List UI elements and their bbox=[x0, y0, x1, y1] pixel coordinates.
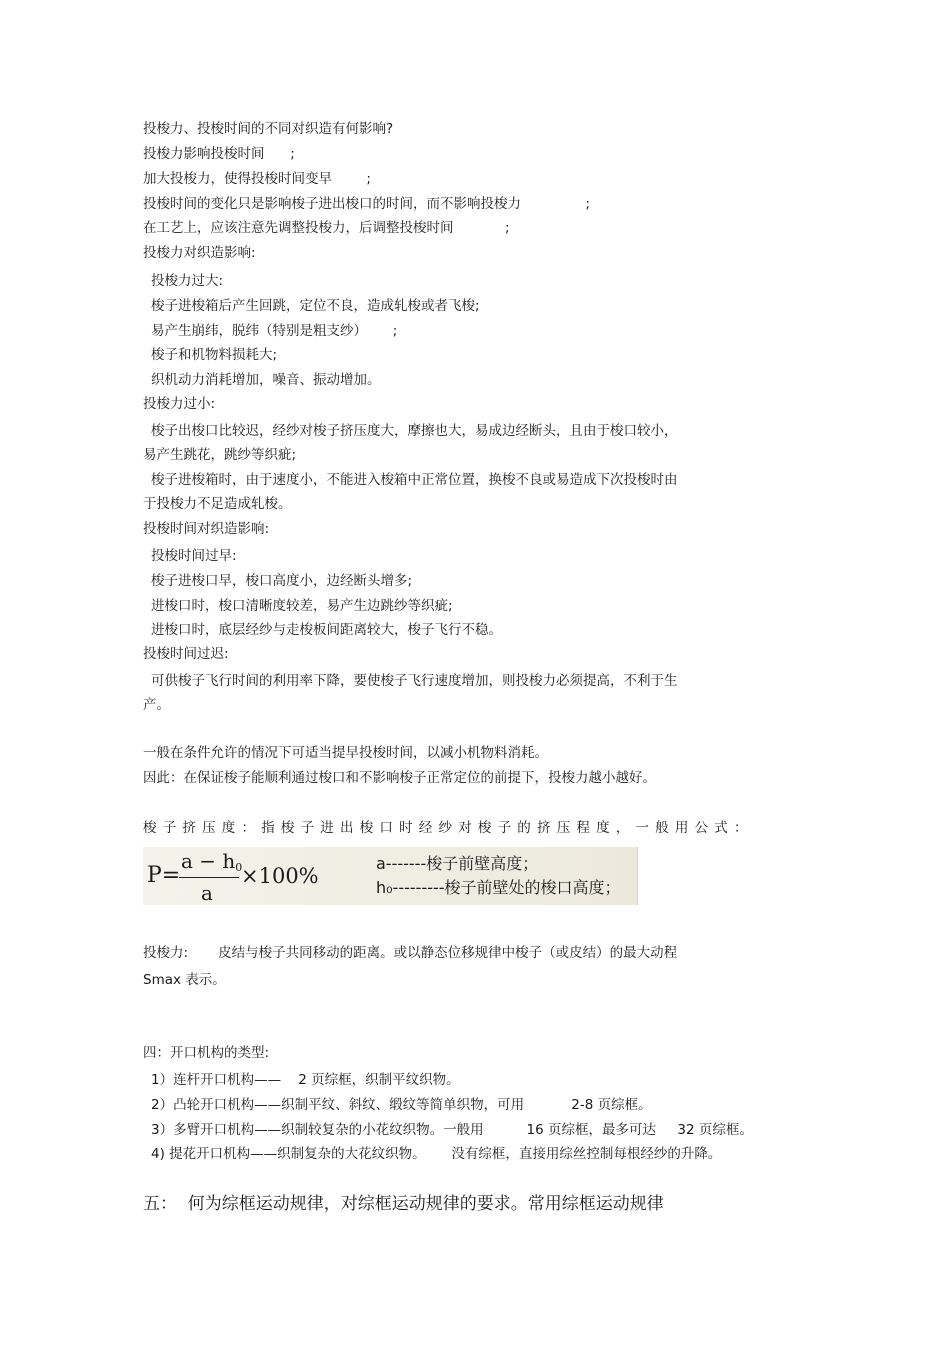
text-line: 一般在条件允许的情况下可适当提早投梭时间，以减小机物料消耗。 bbox=[143, 745, 548, 761]
text-line: 进梭口时，底层经纱与走梭板间距离较大，梭子飞行不稳。 bbox=[151, 622, 502, 638]
formula-numerator bbox=[181, 849, 242, 874]
formula-def-h: h₀---------梭子前壁处的梭口高度； bbox=[376, 878, 621, 897]
formula-def-a: a-------梭子前壁高度； bbox=[376, 854, 539, 873]
text-line: 织机动力消耗增加，噪音、振动增加。 bbox=[151, 372, 381, 388]
section-five-heading: 五： 何为综框运动规律，对综框运动规律的要求。常用综框运动规律 bbox=[143, 1194, 664, 1214]
text-line: 因此：在保证梭子能顺利通过梭口和不影响梭子正常定位的前提下，投梭力越小越好。 bbox=[143, 770, 656, 786]
text-line: 投梭力过大: bbox=[151, 273, 224, 289]
text-line: 投梭时间过迟: bbox=[143, 646, 229, 662]
text-line: 梭子出梭口比较迟，经纱对梭子挤压度大，摩擦也大，易成边经断头，且由于梭口较小， bbox=[151, 423, 678, 439]
text-line: 梭子进梭口早，梭口高度小，边经断头增多; bbox=[151, 573, 413, 589]
formula-subscript: 0 bbox=[235, 861, 243, 874]
squeeze-definition-line: 梭子挤压度：指梭子进出梭口时经纱对梭子的挤压程度，一般用公式： bbox=[143, 820, 754, 836]
text-line: 投梭力过小: bbox=[143, 396, 216, 412]
text-line: 投梭力: 皮结与梭子共同移动的距离。或以静态位移规律中梭子（或皮结）的最大动程 bbox=[143, 945, 678, 961]
formula-numerator-minus-h: − h bbox=[192, 849, 236, 873]
text-line: 易产生崩纬，脱纬（特别是粗支纱） ; bbox=[151, 323, 398, 339]
fraction-bar bbox=[179, 877, 239, 878]
text-line: 投梭力影响投梭时间 ; bbox=[143, 146, 295, 162]
text-line: 投梭时间的变化只是影响梭子进出梭口的时间，而不影响投梭力 ; bbox=[143, 196, 590, 212]
text-line: 2）凸轮开口机构——织制平纹、斜纹、缎纹等简单织物，可用 2-8 页综框。 bbox=[151, 1097, 652, 1113]
text-line: 加大投梭力，使得投梭时间变早 ; bbox=[143, 171, 371, 187]
text-line: 于投梭力不足造成轧梭。 bbox=[143, 496, 292, 512]
formula-multiplier: ×100% bbox=[241, 864, 319, 888]
text-line: Smax 表示。 bbox=[143, 972, 226, 988]
text-line: 进梭口时，梭口清晰度较差，易产生边跳纱等织疵; bbox=[151, 598, 453, 614]
text-line: 1）连杆开口机构—— 2 页综框，织制平纹织物。 bbox=[151, 1072, 460, 1088]
text-line: 投梭时间过早: bbox=[151, 548, 237, 564]
text-line: 梭子进梭箱后产生回跳，定位不良，造成轧梭或者飞梭; bbox=[151, 298, 480, 314]
formula-numerator-a: a bbox=[181, 849, 193, 873]
formula-image bbox=[143, 847, 638, 905]
text-line: 产。 bbox=[143, 697, 170, 713]
text-line: 3）多臂开口机构——织制较复杂的小花纹织物。一般用 16 页综框，最多可达 32 页综框。 bbox=[151, 1122, 753, 1138]
text-line: 4) 提花开口机构——织制复杂的大花纹织物。 没有综框，直接用综丝控制每根经纱的升降。 bbox=[151, 1146, 722, 1162]
text-line: 投梭力、投梭时间的不同对织造有何影响? bbox=[143, 121, 394, 137]
text-line: 在工艺上，应该注意先调整投梭力，后调整投梭时间 ; bbox=[143, 220, 510, 236]
text-line: 投梭时间对织造影响: bbox=[143, 521, 270, 537]
text-line: 可供梭子飞行时间的利用率下降，要使梭子飞行速度增加，则投梭力必须提高，不利于生 bbox=[151, 673, 678, 689]
formula-p: P= bbox=[147, 863, 181, 888]
text-line: 梭子和机物料损耗大; bbox=[151, 347, 278, 363]
text-line: 梭子进梭箱时，由于速度小，不能进入梭箱中正常位置，换梭不良或易造成下次投梭时由 bbox=[151, 472, 678, 488]
text-line: 投梭力对织造影响: bbox=[143, 245, 256, 261]
text-line: 易产生跳花，跳纱等织疵; bbox=[143, 447, 297, 463]
formula-denominator: a bbox=[201, 881, 213, 905]
text-line: 四：开口机构的类型: bbox=[143, 1045, 270, 1061]
